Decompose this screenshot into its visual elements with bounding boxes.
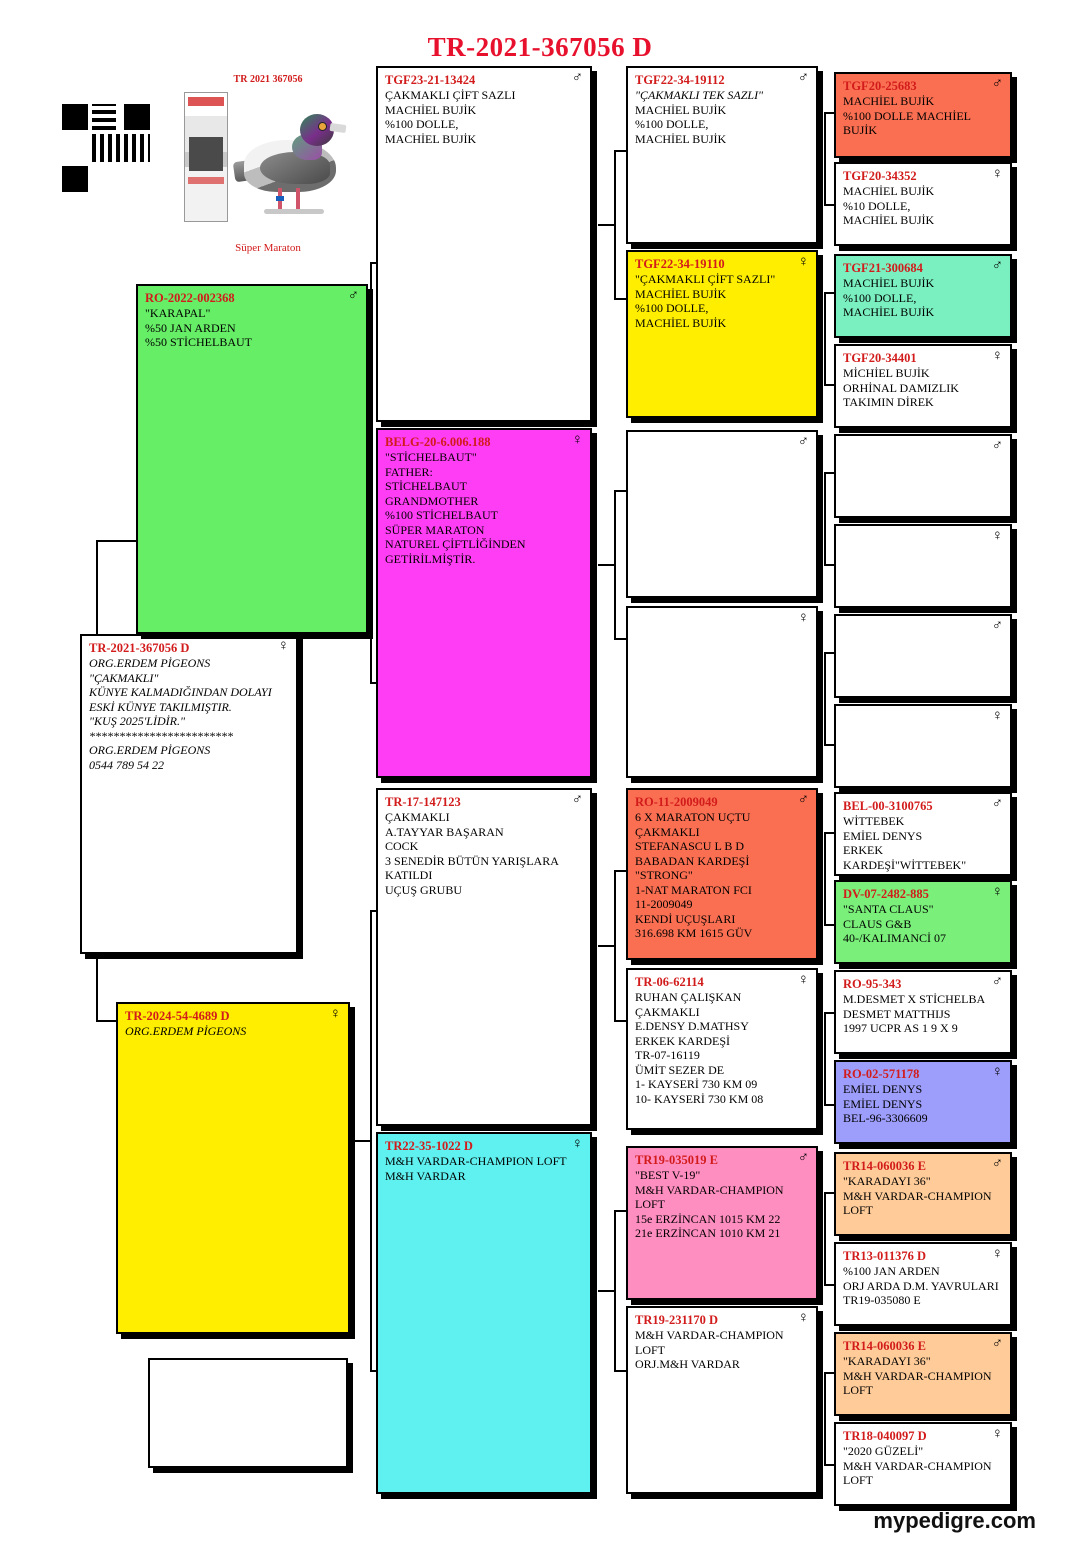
box-line: LOFT <box>843 1473 873 1487</box>
box-line: KÜNYE KALMADIĞINDAN DOLAYI <box>89 685 272 699</box>
pedigree-box-gg1[interactable] <box>626 66 818 244</box>
pedigree-box-gg6[interactable] <box>626 968 818 1130</box>
box-line: TR-07-16119 <box>635 1048 700 1062</box>
box-header: TGF21-300684 <box>843 261 923 275</box>
pedigree-box-g2[interactable] <box>376 428 592 778</box>
box-line: ORG.ERDEM PİGEONS <box>89 743 211 757</box>
pedigree-box-ggg8[interactable] <box>834 704 1012 788</box>
box-line: COCK <box>385 839 419 853</box>
box-line: ORJ.M&H VARDAR <box>635 1357 740 1371</box>
box-line: ORJ ARDA D.M. YAVRULARI <box>843 1278 999 1293</box>
box-line: %100 JAN ARDEN <box>843 1264 940 1278</box>
box-line: "KUŞ 2025'LİDİR." <box>89 714 185 728</box>
box-header: DV-07-2482-885 <box>843 887 929 901</box>
sex-symbol: ♂ <box>991 974 1003 990</box>
box-body <box>843 276 1003 320</box>
box-line: EMİEL DENYS <box>843 1082 923 1096</box>
pedigree-box-g1[interactable] <box>376 66 592 422</box>
box-header: TR14-060036 E <box>843 1339 926 1353</box>
box-line: TR19-035080 E <box>843 1293 921 1307</box>
box-line: 11-2009049 <box>635 897 693 911</box>
sex-symbol: ♀ <box>797 254 809 270</box>
box-line: 21e ERZİNCAN 1010 KM 21 <box>635 1226 781 1240</box>
box-line: %100 DOLLE MACHİEL BUJİK <box>843 108 971 137</box>
page-title: TR-2021-367056 D <box>427 32 653 62</box>
box-line: M&H VARDAR-CHAMPION <box>843 1368 992 1383</box>
sex-symbol: ♀ <box>797 1310 809 1326</box>
sex-symbol: ♂ <box>571 792 583 808</box>
box-body <box>385 810 583 897</box>
box-line: GETİRİLMİŞTİR. <box>385 551 476 566</box>
sex-symbol: ♀ <box>797 610 809 626</box>
box-line: SÜPER MARATON <box>385 522 485 537</box>
box-line: %100 DOLLE, <box>635 117 709 131</box>
box-line: 15e ERZİNCAN 1015 KM 22 <box>635 1211 781 1226</box>
box-header: RO-95-343 <box>843 977 902 991</box>
box-line: RUHAN ÇALIŞKAN <box>635 990 742 1004</box>
box-header: TGF22-34-19110 <box>635 257 725 271</box>
box-line: "2020 GÜZELİ" <box>843 1444 924 1458</box>
sex-symbol: ♀ <box>991 708 1003 724</box>
box-line: 316.698 KM 1615 GÜV <box>635 926 753 940</box>
sex-symbol: ♂ <box>797 792 809 808</box>
box-line: %50 JAN ARDEN <box>145 320 236 335</box>
box-line: NATUREL ÇİFTLİĞİNDEN <box>385 537 526 551</box>
pedigree-box-ggg16[interactable] <box>834 1422 1012 1506</box>
sex-symbol: ♀ <box>991 1246 1003 1262</box>
box-line: 1997 UCPR AS 1 9 X 9 <box>843 1021 958 1035</box>
box-header: TR19-035019 E <box>635 1153 718 1167</box>
pedigree-box-ggg14[interactable] <box>834 1242 1012 1326</box>
pedigree-box-gg3[interactable] <box>626 430 818 598</box>
sex-symbol: ♀ <box>277 638 289 654</box>
pedigree-box-ggg4[interactable] <box>834 344 1012 428</box>
box-line: LOFT <box>843 1203 873 1217</box>
box-line: M&H VARDAR <box>385 1168 466 1183</box>
sex-symbol: ♂ <box>991 258 1003 274</box>
box-line: E.DENSY D.MATHSY <box>635 1019 749 1033</box>
sex-symbol: ♂ <box>991 618 1003 634</box>
pedigree-box-ggg12[interactable] <box>834 1060 1012 1144</box>
box-line: ************************ <box>89 728 233 743</box>
box-body <box>843 366 1003 410</box>
pedigree-box-g4[interactable] <box>376 1132 592 1494</box>
box-line: %100 DOLLE, <box>385 117 459 131</box>
box-line: BABADAN KARDEŞİ <box>635 853 750 868</box>
pedigree-box-ggg5[interactable] <box>834 434 1012 518</box>
box-body <box>89 656 289 772</box>
box-line: "STRONG" <box>635 868 693 882</box>
box-line: MACHİEL BUJİK <box>843 213 935 227</box>
box-line: EMİEL DENYS <box>843 828 923 843</box>
sex-symbol: ♀ <box>991 166 1003 182</box>
box-line: 0544 789 54 22 <box>89 757 164 772</box>
certificate-thumbnail <box>184 92 228 222</box>
box-body <box>145 306 359 350</box>
box-line: MACHİEL BUJİK <box>843 184 935 198</box>
box-header: TR14-060036 E <box>843 1159 926 1173</box>
pedigree-box-blank[interactable] <box>148 1358 348 1468</box>
box-line: "KARADAYI 36" <box>843 1354 931 1368</box>
box-line: M&H VARDAR-CHAMPION <box>843 1188 992 1203</box>
box-line: 1- KAYSERİ 730 KM 09 <box>635 1077 758 1091</box>
pigeon-photo <box>178 74 358 254</box>
box-line: M&H VARDAR-CHAMPION LOFT <box>385 1154 567 1168</box>
photo-bottom-label: Süper Maraton <box>235 242 301 254</box>
pedigree-box-gg4[interactable] <box>626 606 818 778</box>
box-line: %100 DOLLE, <box>635 301 709 315</box>
pedigree-box-ggg15[interactable] <box>834 1332 1012 1416</box>
sex-symbol: ♀ <box>991 1064 1003 1080</box>
pedigree-box-ggg6[interactable] <box>834 524 1012 608</box>
box-body <box>635 1168 809 1241</box>
box-body <box>843 902 1003 946</box>
box-header: TGF23-21-13424 <box>385 73 476 87</box>
sex-symbol: ♂ <box>991 1156 1003 1172</box>
box-line: MACHİEL BUJİK <box>635 131 727 146</box>
pedigree-box-ggg10[interactable] <box>834 880 1012 964</box>
box-line: "ÇAKMAKLI" <box>89 670 159 685</box>
sex-symbol: ♂ <box>991 438 1003 454</box>
sex-symbol: ♂ <box>991 1336 1003 1352</box>
pedigree-box-ggg1[interactable] <box>834 72 1012 158</box>
box-header: TR-2024-54-4689 D <box>125 1009 230 1023</box>
box-line: "KARADAYI 36" <box>843 1174 931 1188</box>
box-body <box>843 992 1003 1036</box>
qr-code <box>62 104 150 192</box>
box-line: UÇUŞ GRUBU <box>385 882 463 897</box>
box-body <box>635 990 809 1106</box>
box-header: TR-17-147123 <box>385 795 461 809</box>
box-line: "KARAPAL" <box>145 306 211 320</box>
sex-symbol: ♂ <box>797 434 809 450</box>
box-line: 3 SENEDİR BÜTÜN YARIŞLARA KATILDI <box>385 853 559 882</box>
pedigree-box-ggg13[interactable] <box>834 1152 1012 1236</box>
box-header: RO-02-571178 <box>843 1067 920 1081</box>
box-line: ERKEK KARDEŞİ <box>635 1033 730 1048</box>
box-line: MACHİEL BUJİK <box>385 102 477 117</box>
box-body <box>843 1082 1003 1126</box>
box-line: ESKİ KÜNYE TAKILMIŞTIR. <box>89 699 232 714</box>
box-line: EMİEL DENYS <box>843 1096 923 1111</box>
sex-symbol: ♀ <box>991 884 1003 900</box>
pedigree-box-gg8[interactable] <box>626 1306 818 1494</box>
sex-symbol: ♂ <box>991 76 1003 92</box>
sex-symbol: ♀ <box>991 528 1003 544</box>
box-header: BEL-00-3100765 <box>843 799 933 813</box>
box-line: %100 DOLLE, <box>843 290 917 305</box>
pedigree-box-dam[interactable] <box>116 1002 350 1334</box>
box-line: "SANTA CLAUS" <box>843 902 934 916</box>
pigeon-illustration <box>234 96 358 234</box>
pedigree-box-ggg2[interactable] <box>834 162 1012 246</box>
box-line: GRANDMOTHER <box>385 493 479 508</box>
pedigree-box-subject[interactable] <box>80 634 298 954</box>
box-line: ÇAKMAKLI <box>385 810 450 824</box>
sex-symbol: ♀ <box>991 348 1003 364</box>
box-line: ÇAKMAKLI <box>635 1004 700 1019</box>
box-header: TR19-231170 D <box>635 1313 718 1327</box>
photo-top-label: TR 2021 367056 <box>233 74 303 85</box>
box-body <box>635 272 809 330</box>
box-body <box>635 810 809 941</box>
box-body <box>843 814 1003 872</box>
box-body <box>843 1444 1003 1488</box>
box-line: "ÇAKMAKLI ÇİFT SAZLI" <box>635 272 776 286</box>
sex-symbol: ♂ <box>571 70 583 86</box>
box-line: M&H VARDAR-CHAMPION LOFT <box>635 1182 784 1211</box>
sex-symbol: ♂ <box>797 70 809 86</box>
box-line: MACHİEL BUJİK <box>385 131 477 146</box>
box-header: BELG-20-6.006.188 <box>385 435 491 449</box>
box-header: TR-06-62114 <box>635 975 704 989</box>
sex-symbol: ♀ <box>991 1426 1003 1442</box>
box-header: RO-2022-002368 <box>145 291 235 305</box>
box-header: TR22-35-1022 D <box>385 1139 473 1153</box>
box-line: FATHER: <box>385 464 433 479</box>
box-line: STEFANASCU L B D <box>635 839 745 853</box>
box-header: TGF20-34352 <box>843 169 917 183</box>
box-line: %50 STİCHELBAUT <box>145 335 252 349</box>
box-body <box>843 1174 1003 1218</box>
box-line: 40-/KALIMANCİ 07 <box>843 931 946 945</box>
box-line: %100 STİCHELBAUT <box>385 508 498 522</box>
box-body <box>635 1328 809 1372</box>
pedigree-box-ggg3[interactable] <box>834 254 1012 338</box>
box-body <box>635 88 809 146</box>
box-line: "ÇAKMAKLI TEK SAZLI" <box>635 88 764 102</box>
box-header: TR13-011376 D <box>843 1249 926 1263</box>
box-body <box>843 184 1003 228</box>
box-header: TGF22-34-19112 <box>635 73 725 87</box>
box-header: RO-11-2009049 <box>635 795 718 809</box>
pedigree-box-gg5[interactable] <box>626 788 818 960</box>
box-line: DESMET MATTHIJS <box>843 1006 951 1021</box>
box-line: A.TAYYAR BAŞARAN <box>385 824 504 839</box>
box-line: MACHİEL BUJİK <box>635 286 727 301</box>
box-line: 6 X MARATON UÇTU <box>635 810 751 824</box>
box-line: 1-NAT MARATON FCI <box>635 882 752 897</box>
sex-symbol: ♀ <box>797 972 809 988</box>
pedigree-sheet <box>18 10 1062 1550</box>
sex-symbol: ♂ <box>797 1150 809 1166</box>
pedigree-box-sire[interactable] <box>136 284 368 634</box>
box-line: TAKIMIN DİREK <box>843 395 934 409</box>
box-line: ÇAKMAKLI <box>635 824 700 839</box>
box-body <box>125 1024 341 1039</box>
box-header: TGF20-25683 <box>843 79 917 93</box>
box-body <box>843 1354 1003 1398</box>
box-header: TR18-040097 D <box>843 1429 927 1443</box>
pedigree-box-gg7[interactable] <box>626 1146 818 1300</box>
site-watermark: mypedigre.com <box>873 1508 1036 1533</box>
box-line: M.DESMET X STİCHELBA <box>843 992 986 1006</box>
box-line: BEL-96-3306609 <box>843 1111 928 1125</box>
box-line: LOFT <box>843 1383 873 1397</box>
pedigree-box-gg2[interactable] <box>626 250 818 418</box>
box-line: "STİCHELBAUT" <box>385 450 477 464</box>
box-line: ÜMİT SEZER DE <box>635 1062 725 1077</box>
sex-symbol: ♀ <box>571 432 583 448</box>
box-header: TR-2021-367056 D <box>89 641 190 655</box>
box-line: M&H VARDAR-CHAMPION <box>843 1458 992 1473</box>
box-line: MACHİEL BUJİK <box>635 315 727 330</box>
box-line: MACHİEL BUJİK <box>635 102 727 117</box>
box-line: ÇAKMAKLI ÇİFT SAZLI <box>385 88 516 102</box>
box-line: 10- KAYSERİ 730 KM 08 <box>635 1091 764 1106</box>
pedigree-box-g3[interactable] <box>376 788 592 1126</box>
box-line: %10 DOLLE, <box>843 198 911 213</box>
box-line: WİTTEBEK <box>843 814 905 828</box>
box-line: ORG.ERDEM PİGEONS <box>89 656 211 670</box>
sex-symbol: ♀ <box>571 1136 583 1152</box>
pedigree-box-ggg7[interactable] <box>834 614 1012 698</box>
box-body <box>843 1264 1003 1308</box>
pedigree-box-ggg11[interactable] <box>834 970 1012 1054</box>
box-line: M&H VARDAR-CHAMPION LOFT <box>635 1328 784 1357</box>
box-body <box>385 88 583 146</box>
box-line: MACHİEL BUJİK <box>843 276 935 290</box>
box-body <box>385 450 583 566</box>
box-header: TGF20-34401 <box>843 351 917 365</box>
box-line: MACHİEL BUJİK <box>843 94 935 108</box>
sex-symbol: ♀ <box>329 1006 341 1022</box>
box-body <box>385 1154 583 1183</box>
box-line: CLAUS G&B <box>843 916 912 931</box>
box-line: KENDİ UÇUŞLARI <box>635 911 736 926</box>
box-line: "BEST V-19" <box>635 1168 701 1182</box>
box-body <box>843 94 1003 138</box>
box-line: ORG.ERDEM PİGEONS <box>125 1024 247 1038</box>
box-line: ORHİNAL DAMIZLIK <box>843 380 959 395</box>
box-line: ERKEK KARDEŞİ"WİTTEBEK" <box>843 843 967 872</box>
sex-symbol: ♂ <box>991 796 1003 812</box>
box-line: MACHİEL BUJİK <box>843 305 935 319</box>
box-line: MİCHİEL BUJİK <box>843 366 930 380</box>
sex-symbol: ♂ <box>347 288 359 304</box>
box-line: STİCHELBAUT <box>385 479 467 493</box>
pedigree-box-ggg9[interactable] <box>834 792 1012 876</box>
